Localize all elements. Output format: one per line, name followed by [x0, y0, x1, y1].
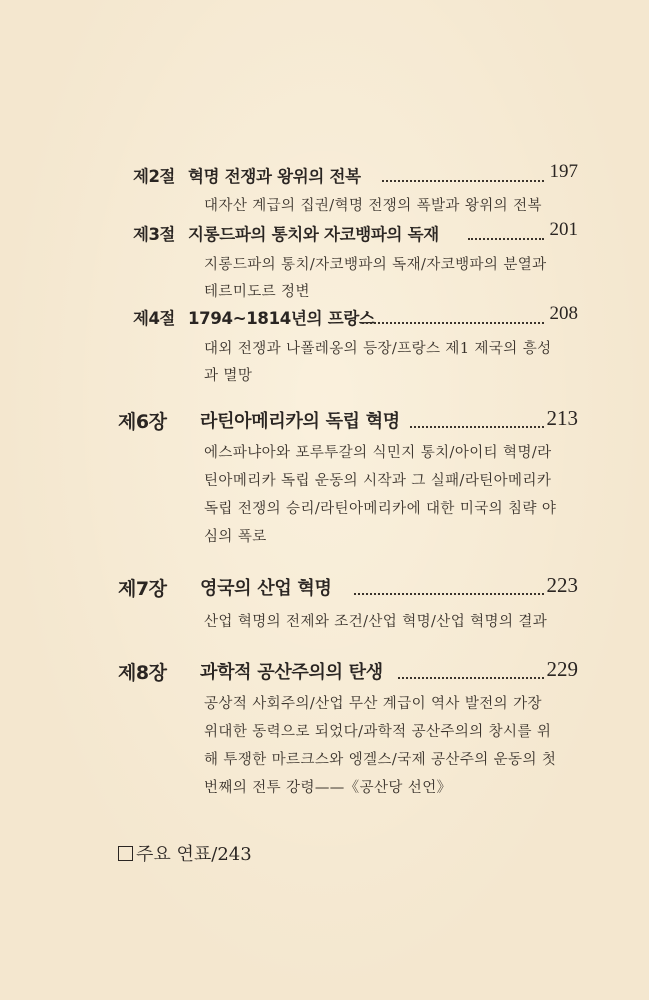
dot-leader — [354, 593, 544, 595]
section-label: 제4절 — [133, 309, 175, 328]
page-number: 213 — [546, 406, 578, 430]
toc-section-3[interactable] — [0, 218, 649, 304]
dot-leader — [398, 677, 544, 679]
page-number: 223 — [546, 573, 578, 597]
chapter-description-line: 에스파냐아와 포루투갈의 식민지 통치/아이티 혁명/라 — [204, 445, 552, 461]
dot-leader — [410, 426, 544, 428]
appendix-label: 주요 연표/243 — [136, 844, 252, 865]
section-description-line: 테르미도르 정변 — [204, 284, 310, 300]
section-label: 제2절 — [133, 167, 175, 186]
section-title: 지롱드파의 통치와 자코뱅파의 독재 — [188, 225, 439, 244]
chapter-description-line: 해 투쟁한 마르크스와 엥겔스/국제 공산주의 운동의 첫 — [204, 752, 557, 768]
chapter-description-line: 틴아메리카 독립 운동의 시작과 그 실패/라틴아메리카 — [204, 473, 552, 489]
page-number: 197 — [549, 161, 578, 182]
section-label: 제3절 — [133, 225, 175, 244]
section-title: 혁명 전쟁과 왕위의 전복 — [188, 167, 361, 186]
chapter-title: 과학적 공산주의의 탄생 — [200, 662, 383, 683]
page-number: 208 — [549, 303, 578, 324]
chapter-description-line: 위대한 동력으로 되었다/과학적 공산주의의 창시를 위 — [204, 724, 552, 740]
toc-section-2[interactable] — [0, 160, 649, 220]
dot-leader — [468, 238, 544, 240]
page-number: 229 — [546, 657, 578, 681]
box-icon — [118, 846, 133, 861]
chapter-description-line: 공상적 사회주의/산업 무산 계급이 역사 발전의 가장 — [204, 696, 542, 712]
chapter-description-line: 번째의 전투 강령——《공산당 선언》 — [204, 780, 452, 796]
section-description-line: 과 멸망 — [204, 368, 253, 384]
chapter-description-line: 심의 폭로 — [204, 529, 267, 545]
dot-leader — [362, 322, 544, 324]
toc-section-4[interactable] — [0, 302, 649, 388]
toc-chapter-7[interactable] — [0, 570, 649, 640]
chapter-title: 영국의 산업 혁명 — [200, 578, 332, 599]
toc-chapter-8[interactable] — [0, 654, 649, 814]
page-number: 201 — [549, 219, 578, 240]
dot-leader — [382, 180, 544, 182]
section-description-line: 지롱드파의 통치/자코뱅파의 독재/자코뱅파의 분열과 — [204, 257, 547, 273]
chapter-title: 라틴아메리카의 독립 혁명 — [200, 411, 400, 432]
section-title: 1794~1814년의 프랑스 — [188, 309, 375, 328]
chapter-label: 제7장 — [118, 578, 167, 600]
chapter-description-line: 산업 혁명의 전제와 조건/산업 혁명/산업 혁명의 결과 — [204, 614, 548, 630]
section-description-line: 대자산 계급의 집권/혁명 전쟁의 폭발과 왕위의 전복 — [204, 198, 542, 214]
chapter-label: 제6장 — [118, 411, 167, 433]
toc-chapter-6[interactable] — [0, 403, 649, 563]
toc-appendix-chronology[interactable] — [118, 840, 252, 866]
chapter-description-line: 독립 전쟁의 승리/라틴아메리카에 대한 미국의 침략 야 — [204, 501, 557, 517]
section-description-line: 대외 전쟁과 나폴레옹의 등장/프랑스 제1 제국의 흥성 — [204, 341, 552, 357]
chapter-label: 제8장 — [118, 662, 167, 684]
